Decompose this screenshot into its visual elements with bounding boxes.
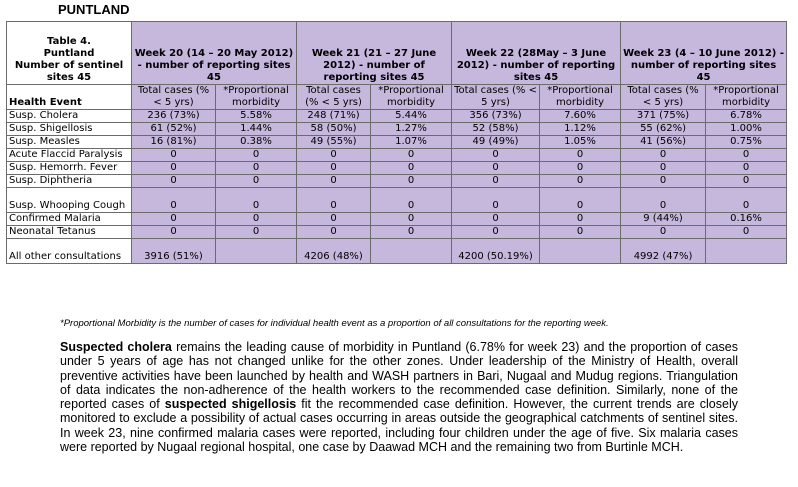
table-row	[7, 149, 787, 162]
proportional-morbidity-cell	[540, 239, 621, 264]
health-event-cell: Susp. Measles	[7, 136, 132, 149]
total-cases-cell: 41 (56%)	[621, 136, 706, 149]
total-cases-cell: 0	[621, 162, 706, 175]
total-cases-header: Total cases (% < 5 yrs)	[297, 85, 371, 110]
proportional-morbidity-cell: 1.05%	[540, 136, 621, 149]
proportional-morbidity-cell: 0	[371, 213, 452, 226]
total-cases-cell: 0	[297, 188, 371, 213]
proportional-morbidity-cell: 0	[371, 149, 452, 162]
total-cases-cell: 0	[297, 213, 371, 226]
proportional-morbidity-cell: 0.38%	[216, 136, 297, 149]
proportional-morbidity-cell: 0	[216, 149, 297, 162]
footnote: *Proportional Morbidity is the number of cases for individual health event as a proportion of all consultations for the reporting week.	[60, 318, 609, 329]
health-event-cell: Neonatal Tetanus	[7, 226, 132, 239]
proportional-morbidity-cell: 7.60%	[540, 110, 621, 123]
total-cases-header: Total cases (% < 5 yrs)	[452, 85, 540, 110]
proportional-morbidity-header: *Proportional morbidity	[216, 85, 297, 110]
proportional-morbidity-cell	[216, 239, 297, 264]
week-header: Week 22 (28May – 3 June 2012) - number of reporting sites 45	[452, 22, 621, 85]
proportional-morbidity-cell: 0	[540, 149, 621, 162]
proportional-morbidity-cell: 0	[540, 175, 621, 188]
total-cases-cell: 0	[132, 188, 216, 213]
proportional-morbidity-header: *Proportional morbidity	[540, 85, 621, 110]
proportional-morbidity-cell: 5.44%	[371, 110, 452, 123]
total-cases-cell: 356 (73%)	[452, 110, 540, 123]
proportional-morbidity-cell: 0	[216, 175, 297, 188]
section-heading: PUNTLAND	[58, 2, 130, 17]
table-row	[7, 226, 787, 239]
narrative-paragraph	[60, 340, 738, 454]
table-week-header-row	[7, 22, 787, 85]
total-cases-cell: 4992 (47%)	[621, 239, 706, 264]
proportional-morbidity-cell: 0.75%	[706, 136, 787, 149]
proportional-morbidity-cell: 5.58%	[216, 110, 297, 123]
total-cases-cell: 49 (55%)	[297, 136, 371, 149]
proportional-morbidity-cell: 0	[216, 213, 297, 226]
proportional-morbidity-cell: 1.07%	[371, 136, 452, 149]
proportional-morbidity-cell: 0	[540, 188, 621, 213]
surveillance-table	[6, 21, 787, 264]
proportional-morbidity-cell: 0	[371, 162, 452, 175]
table-row	[7, 175, 787, 188]
total-cases-cell: 236 (73%)	[132, 110, 216, 123]
table-row	[7, 188, 787, 213]
proportional-morbidity-cell: 0	[540, 226, 621, 239]
table-row	[7, 239, 787, 264]
table-title-line: Puntland	[43, 48, 95, 59]
table-row	[7, 136, 787, 149]
table-row	[7, 123, 787, 136]
total-cases-cell: 4200 (50.19%)	[452, 239, 540, 264]
health-event-cell: Confirmed Malaria	[7, 213, 132, 226]
proportional-morbidity-cell: 0	[706, 175, 787, 188]
paragraph-text: fit the recommended case definition. However, the current trends are closely monitored to exclude a possibility of actual cases occurring in areas outside the geographical catchments of sentinel sites. In week 23, nine confirmed malaria cases were reported, including four children under the age of five. Six malaria cases were reported by Nugaal regional hospital, one case by Daawad MCH and the remaining two from Burtinle MCH.	[60, 397, 738, 455]
health-event-cell: All other consultations	[7, 239, 132, 264]
total-cases-cell: 52 (58%)	[452, 123, 540, 136]
bold-term-cholera: Suspected cholera	[60, 340, 172, 354]
total-cases-cell: 0	[132, 149, 216, 162]
total-cases-header: Total cases (% < 5 yrs)	[621, 85, 706, 110]
total-cases-cell: 0	[132, 175, 216, 188]
proportional-morbidity-cell	[706, 239, 787, 264]
proportional-morbidity-cell: 0	[706, 162, 787, 175]
table-title-line: sites 45	[46, 72, 92, 83]
total-cases-cell: 3916 (51%)	[132, 239, 216, 264]
total-cases-cell: 9 (44%)	[621, 213, 706, 226]
table-title-line: Table 4.	[47, 36, 91, 47]
proportional-morbidity-cell: 0.16%	[706, 213, 787, 226]
total-cases-cell: 58 (50%)	[297, 123, 371, 136]
table-subheader-row	[7, 85, 787, 110]
total-cases-cell: 0	[297, 162, 371, 175]
week-header: Week 20 (14 – 20 May 2012) - number of reporting sites 45	[132, 22, 297, 85]
health-event-cell: Acute Flaccid Paralysis	[7, 149, 132, 162]
table-row	[7, 110, 787, 123]
total-cases-cell: 0	[452, 162, 540, 175]
total-cases-cell: 0	[621, 175, 706, 188]
proportional-morbidity-header: *Proportional morbidity	[371, 85, 452, 110]
proportional-morbidity-cell: 0	[540, 162, 621, 175]
total-cases-cell: 0	[452, 175, 540, 188]
proportional-morbidity-cell: 0	[371, 188, 452, 213]
proportional-morbidity-cell	[371, 239, 452, 264]
proportional-morbidity-cell: 1.12%	[540, 123, 621, 136]
bold-term-shigellosis: suspected shigellosis	[164, 397, 297, 412]
proportional-morbidity-header: *Proportional morbidity	[706, 85, 787, 110]
proportional-morbidity-cell: 6.78%	[706, 110, 787, 123]
table-body	[7, 110, 787, 264]
table-title-line: Number of sentinel	[14, 60, 124, 71]
total-cases-cell: 49 (49%)	[452, 136, 540, 149]
total-cases-cell: 0	[297, 175, 371, 188]
health-event-header: Health Event	[7, 85, 132, 110]
proportional-morbidity-cell: 1.27%	[371, 123, 452, 136]
week-header: Week 23 (4 – 10 June 2012) - number of reporting sites 45	[621, 22, 787, 85]
proportional-morbidity-cell: 0	[706, 188, 787, 213]
paragraph-text: remains the leading cause of morbidity in Puntland (6.78% for week 23) and the proportion of cases under 5 years of age has not changed unlike for the other zones. Under leadership of the Ministry of Health, overall preventive activities have been launched by health and WASH partners in Bari, Nugaal and Mudug regions. Triangulation of data indicates the non-adherence of the health workers to the recommended case definition. Similarly, none of the reported cases of	[60, 340, 739, 412]
proportional-morbidity-cell: 0	[371, 226, 452, 239]
health-event-cell: Susp. Shigellosis	[7, 123, 132, 136]
table-row	[7, 213, 787, 226]
proportional-morbidity-cell: 1.44%	[216, 123, 297, 136]
table-row	[7, 162, 787, 175]
total-cases-cell: 371 (75%)	[621, 110, 706, 123]
total-cases-header: Total cases (% < 5 yrs)	[132, 85, 216, 110]
health-event-cell: Susp. Whooping Cough	[7, 188, 132, 213]
proportional-morbidity-cell: 0	[706, 226, 787, 239]
health-event-cell: Susp. Cholera	[7, 110, 132, 123]
total-cases-cell: 0	[621, 226, 706, 239]
table-title-cell	[7, 22, 132, 85]
proportional-morbidity-cell: 0	[540, 213, 621, 226]
total-cases-cell: 0	[621, 149, 706, 162]
proportional-morbidity-cell: 0	[216, 226, 297, 239]
total-cases-cell: 16 (81%)	[132, 136, 216, 149]
health-event-cell: Susp. Hemorrh. Fever	[7, 162, 132, 175]
total-cases-cell: 0	[132, 162, 216, 175]
total-cases-cell: 0	[132, 226, 216, 239]
total-cases-cell: 0	[452, 149, 540, 162]
proportional-morbidity-cell: 0	[706, 149, 787, 162]
total-cases-cell: 0	[452, 213, 540, 226]
total-cases-cell: 61 (52%)	[132, 123, 216, 136]
total-cases-cell: 55 (62%)	[621, 123, 706, 136]
total-cases-cell: 0	[452, 226, 540, 239]
total-cases-cell: 248 (71%)	[297, 110, 371, 123]
proportional-morbidity-cell: 0	[371, 175, 452, 188]
week-header: Week 21 (21 – 27 June 2012) - number of reporting sites 45	[297, 22, 452, 85]
total-cases-cell: 0	[297, 149, 371, 162]
proportional-morbidity-cell: 1.00%	[706, 123, 787, 136]
proportional-morbidity-cell: 0	[216, 162, 297, 175]
health-event-cell: Susp. Diphtheria	[7, 175, 132, 188]
total-cases-cell: 0	[297, 226, 371, 239]
total-cases-cell: 4206 (48%)	[297, 239, 371, 264]
proportional-morbidity-cell: 0	[216, 188, 297, 213]
total-cases-cell: 0	[621, 188, 706, 213]
total-cases-cell: 0	[452, 188, 540, 213]
total-cases-cell: 0	[132, 213, 216, 226]
